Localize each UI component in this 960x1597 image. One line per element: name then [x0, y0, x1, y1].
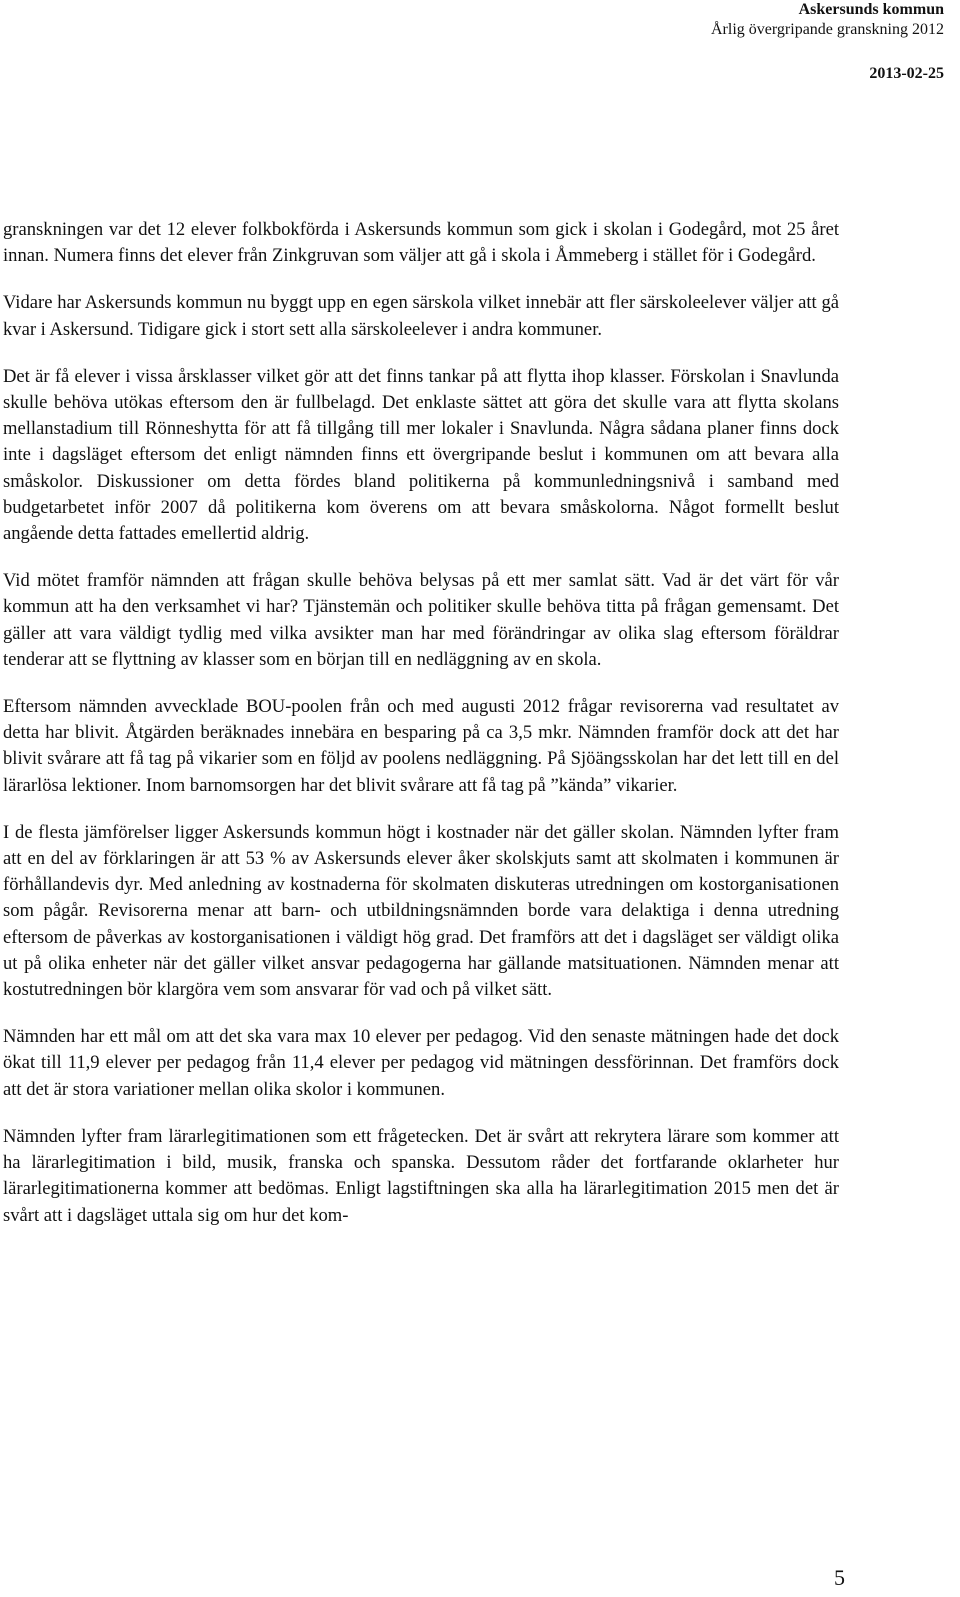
paragraph: Nämnden lyfter fram lärarlegitimationen som ett frågetecken. Det är svårt att rekrytera lärare som kommer att ha lärarlegitimation i bild, musik, franska och spanska. Dessutom råder det fortfarande oklarheter hur lärarlegitimationerna kommer att bedömas. Enligt lagstiftningen ska alla ha lärarlegitimation 2015 men det är svårt att i dagsläget uttala sig om hur det kom-	[3, 1125, 839, 1226]
header-organization: Askersunds kommun	[798, 1, 944, 18]
paragraph: granskningen var det 12 elever folkbokförda i Askersunds kommun som gick i skolan i Godegård, mot 25 året innan. Numera finns det elever från Zinkgruvan som väljer att gå i skola i Åmmeberg i stället för i Godegård.	[3, 219, 839, 267]
paragraph: Vidare har Askersunds kommun nu byggt upp en egen särskola vilket innebär att fler särskoleelever väljer att gå kvar i Askersund. Tidigare gick i stort sett alla särskoleelever i andra kommuner.	[3, 292, 839, 340]
paragraph: I de flesta jämförelser ligger Askersunds kommun högt i kostnader när det gäller skolan. Nämnden lyfter fram att en del av förklaringen är att 53 % av Askersunds elever åker skolskjuts samt att skolmaten i kommunen är förhållandevis dyr. Med anledning av kostnaderna för skolmaten diskuteras utredningen om kostorganisationen som pågår. Revisorerna menar att barn- och utbildningsnämnden borde vara delaktiga i denna utredning eftersom de påverkas av kostorganisationen i väldigt hög grad. Det framförs att det i dagsläget ser väldigt olika ut på olika enheter när det gäller vilket ansvar pedagogerna har gällande matsituationen. Nämnden menar att kostutredningen bör klargöra vem som ansvarar för vad och på vilket sätt.	[3, 821, 839, 1001]
page-number: 5	[834, 1565, 845, 1590]
paragraph: Nämnden har ett mål om att det ska vara max 10 elever per pedagog. Vid den senaste mätningen hade det dock ökat till 11,9 elever per pedagog från 11,4 elever per pedagog vid mätningen dessförinnan. Det framförs dock att det är stora variationer mellan olika skolor i kommunen.	[3, 1026, 839, 1100]
document-body	[3, 217, 839, 1250]
paragraph: Det är få elever i vissa årsklasser vilket gör att det finns tankar på att flytta ihop klasser. Förskolan i Snavlunda skulle behöva utökas eftersom den är fullbelagd. Det enklaste sättet att göra det skulle vara att flytta skolans mellanstadium till Rönneshytta för att få tillgång till mer lokaler i Snavlunda. Några sådana planer finns dock inte i dagsläget eftersom det enligt nämnden finns ett övergripande beslut i kommunen om att bevara alla småskolor. Diskussioner om detta fördes bland politikerna på kommunledningsnivå i samband med budgetarbetet inför 2007 då politikerna kom överens om att bevara småskolorna. Något formellt beslut angående detta fattades emellertid aldrig.	[3, 365, 839, 545]
paragraph: Eftersom nämnden avvecklade BOU-poolen från och med augusti 2012 frågar revisorerna vad resultatet av detta har blivit. Åtgärden beräknades innebära en besparing på ca 3,5 mkr. Nämnden framför dock att det har blivit svårare att få tag på vikarier som en följd av poolens nedläggning. På Sjöängsskolan har det lett till en del lärarlösa lektioner. Inom barnomsorgen har det blivit svårare att få tag på ”kända” vikarier.	[3, 696, 839, 796]
header-subtitle: Årlig övergripande granskning 2012	[711, 21, 944, 38]
paragraph: Vid mötet framför nämnden att frågan skulle behöva belysas på ett mer samlat sätt. Vad är det värt för vår kommun att ha den verksamhet vi har? Tjänstemän och politiker skulle behöva titta på frågan gemensamt. Det gäller att vara väldigt tydlig med vilka avsikter man har med förändringar av olika slag eftersom föräldrar tenderar att se flyttning av klasser som en början till en nedläggning av en skola.	[3, 570, 839, 670]
page-header	[711, 0, 944, 84]
header-date: 2013-02-25	[869, 65, 944, 82]
